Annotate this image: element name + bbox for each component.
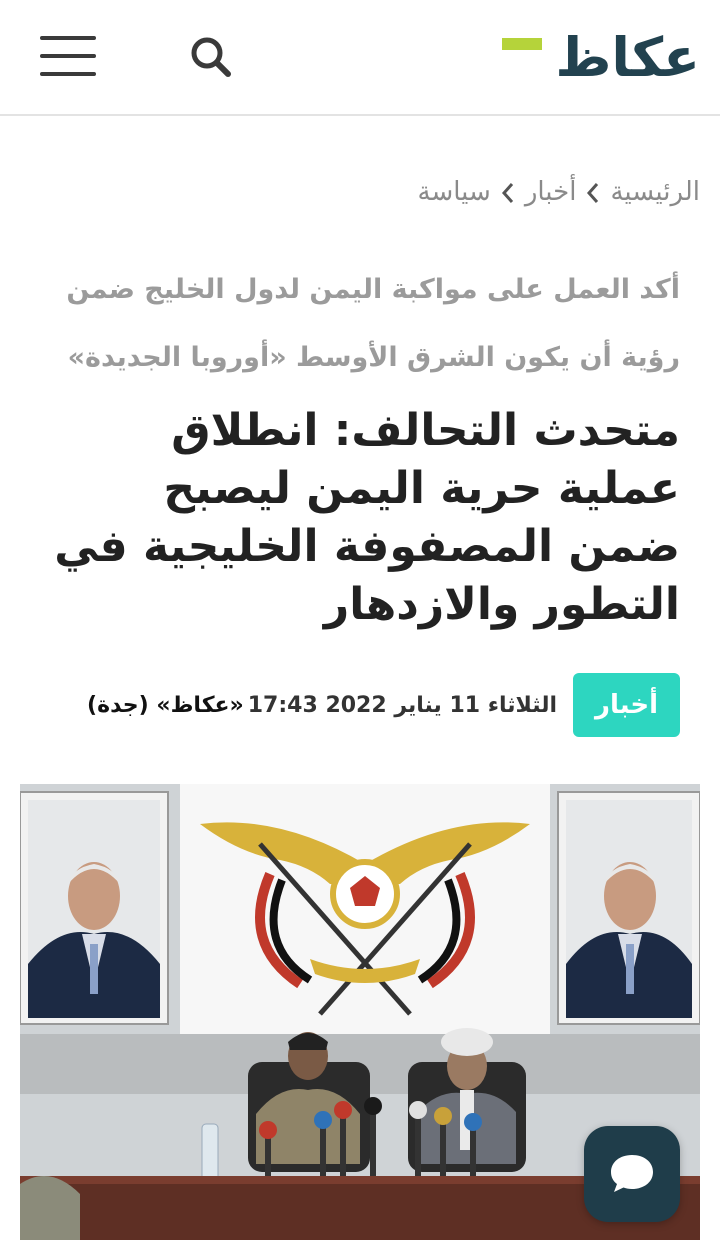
chevron-left-icon <box>576 177 610 207</box>
logo-text: عكاظ <box>555 26 700 89</box>
article-title: متحدث التحالف: انطلاق عملية حرية اليمن ليصبح ضمن المصفوفة الخليجية في التطور والازدهار <box>54 405 680 630</box>
emblem-banner <box>180 784 550 1034</box>
breadcrumb-politics[interactable]: سياسة <box>417 177 491 207</box>
portrait-left <box>20 792 168 1024</box>
article-date: الثلاثاء 11 يناير 2022 17:43 <box>247 692 557 718</box>
article-source: «عكاظ» (جدة) <box>87 692 244 718</box>
logo-accent <box>502 38 542 50</box>
chat-bubble-icon <box>608 1150 656 1198</box>
breadcrumb-news[interactable]: أخبار <box>524 177 577 207</box>
breadcrumb-home[interactable]: الرئيسية <box>610 177 700 207</box>
search-icon[interactable] <box>188 34 234 80</box>
chevron-left-icon <box>491 177 525 207</box>
chat-button[interactable] <box>584 1126 680 1222</box>
hamburger-icon[interactable] <box>40 34 98 80</box>
category-tag[interactable]: أخبار <box>573 673 680 737</box>
portrait-right <box>558 792 700 1024</box>
site-header <box>0 0 720 116</box>
article-meta <box>87 672 680 738</box>
breadcrumb <box>418 170 700 214</box>
site-logo[interactable] <box>494 28 700 88</box>
article-subtitle: أكد العمل على مواكبة اليمن لدول الخليج ضمن رؤية أن يكون الشرق الأوسط «أوروبا الجديدة» <box>66 274 680 373</box>
